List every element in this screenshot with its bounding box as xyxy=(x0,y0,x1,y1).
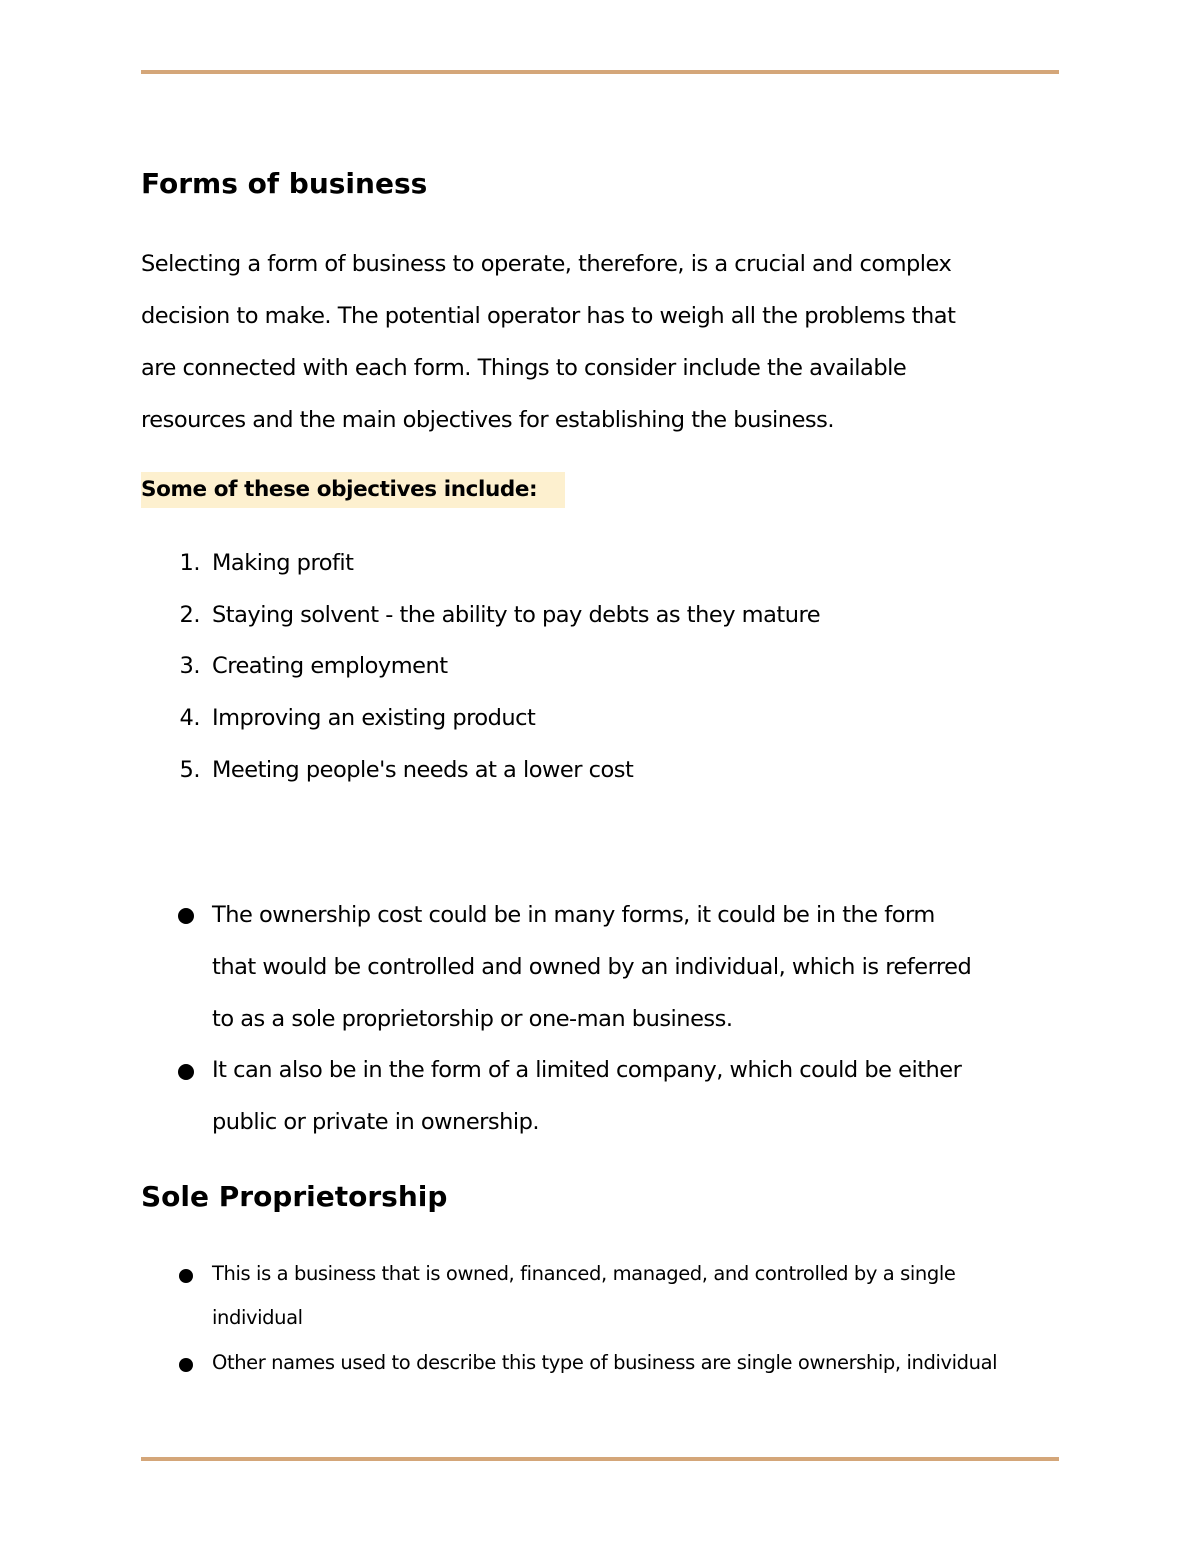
objectives-label: Some of these objectives include: xyxy=(141,477,538,502)
top-divider xyxy=(141,70,1059,74)
intro-line: are connected with each form. Things to consider include the available xyxy=(141,355,907,381)
list-item-text: This is a business that is owned, financed, managed, and controlled by a single xyxy=(212,1262,956,1285)
list-number: 5. xyxy=(179,757,200,783)
bullet-dot-icon xyxy=(179,1358,193,1372)
list-item-text: Meeting people's needs at a lower cost xyxy=(212,757,634,783)
intro-line: Selecting a form of business to operate, therefore, is a crucial and complex xyxy=(141,251,952,277)
list-item-text: The ownership cost could be in many forms, it could be in the form xyxy=(212,902,935,928)
list-item-text: individual xyxy=(212,1306,303,1329)
heading-forms-of-business: Forms of business xyxy=(141,167,428,200)
intro-line: decision to make. The potential operator has to weigh all the problems that xyxy=(141,303,956,329)
list-item-text: Staying solvent - the ability to pay debts as they mature xyxy=(212,602,821,628)
list-number: 3. xyxy=(179,653,200,679)
list-item-text: to as a sole proprietorship or one-man business. xyxy=(212,1006,733,1032)
list-item-text: public or private in ownership. xyxy=(212,1109,540,1135)
list-item-text: that would be controlled and owned by an individual, which is referred xyxy=(212,954,972,980)
list-item-text: Improving an existing product xyxy=(212,705,536,731)
bullet-dot-icon xyxy=(178,908,194,924)
list-item-text: Other names used to describe this type of business are single ownership, individual xyxy=(212,1351,998,1374)
list-item-text: It can also be in the form of a limited company, which could be either xyxy=(212,1057,962,1083)
list-item-text: Making profit xyxy=(212,550,354,576)
list-item-text: Creating employment xyxy=(212,653,448,679)
list-number: 1. xyxy=(179,550,200,576)
bottom-divider xyxy=(141,1457,1059,1461)
list-number: 2. xyxy=(179,602,200,628)
heading-sole-proprietorship: Sole Proprietorship xyxy=(141,1180,448,1213)
list-number: 4. xyxy=(179,705,200,731)
intro-line: resources and the main objectives for establishing the business. xyxy=(141,407,835,433)
bullet-dot-icon xyxy=(179,1269,193,1283)
bullet-dot-icon xyxy=(178,1064,194,1080)
